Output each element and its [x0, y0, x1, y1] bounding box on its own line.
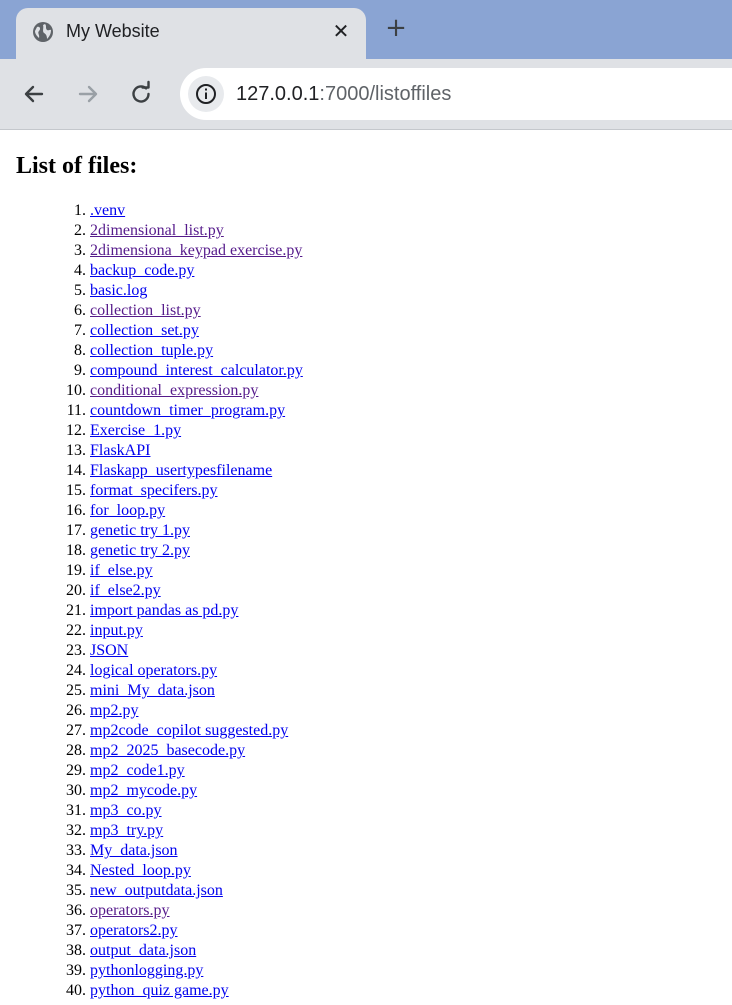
- file-link[interactable]: collection_set.py: [90, 322, 199, 339]
- url-path: :7000/listoffiles: [319, 83, 452, 105]
- list-item: [90, 721, 303, 741]
- file-list: [0, 201, 303, 1001]
- file-link[interactable]: operators.py: [90, 902, 170, 919]
- list-item: [90, 681, 303, 701]
- back-icon[interactable]: [20, 80, 48, 108]
- file-link[interactable]: collection_list.py: [90, 302, 201, 319]
- list-item: [90, 701, 303, 721]
- list-item: [90, 481, 303, 501]
- list-item: [90, 641, 303, 661]
- close-icon[interactable]: ✕: [332, 19, 350, 43]
- list-item: [90, 321, 303, 341]
- url-text[interactable]: [236, 82, 451, 106]
- list-item: [90, 521, 303, 541]
- file-link[interactable]: mp2_code1.py: [90, 762, 185, 779]
- file-link[interactable]: operators2.py: [90, 922, 178, 939]
- file-link[interactable]: genetic try 1.py: [90, 522, 190, 539]
- file-link[interactable]: 2dimensiona_keypad exercise.py: [90, 242, 303, 259]
- file-link[interactable]: mp2.py: [90, 702, 139, 719]
- file-link[interactable]: mp2_2025_basecode.py: [90, 742, 246, 759]
- list-item: [90, 841, 303, 861]
- list-item: [90, 561, 303, 581]
- list-item: [90, 821, 303, 841]
- forward-icon[interactable]: [74, 80, 102, 108]
- list-item: [90, 941, 303, 961]
- list-item: [90, 241, 303, 261]
- list-item: [90, 961, 303, 981]
- list-item: [90, 381, 303, 401]
- file-link[interactable]: if_else2.py: [90, 582, 161, 599]
- file-link[interactable]: JSON: [90, 642, 129, 659]
- list-item: [90, 441, 303, 461]
- list-item: [90, 981, 303, 1001]
- file-link[interactable]: backup_code.py: [90, 262, 195, 279]
- file-link[interactable]: mp3_co.py: [90, 802, 162, 819]
- file-link[interactable]: output_data.json: [90, 942, 197, 959]
- file-link[interactable]: logical operators.py: [90, 662, 218, 679]
- list-item: [90, 461, 303, 481]
- file-link[interactable]: FlaskAPI: [90, 442, 151, 459]
- file-link[interactable]: countdown_timer_program.py: [90, 402, 286, 419]
- list-item: [90, 201, 303, 221]
- tab-title: My Website: [66, 21, 160, 41]
- list-item: [90, 541, 303, 561]
- list-item: [90, 581, 303, 601]
- list-item: [90, 501, 303, 521]
- list-item: [90, 281, 303, 301]
- file-link[interactable]: 2dimensional_list.py: [90, 222, 224, 239]
- file-link[interactable]: format_specifers.py: [90, 482, 218, 499]
- file-link[interactable]: input.py: [90, 622, 143, 639]
- file-link[interactable]: new_outputdata.json: [90, 882, 223, 899]
- list-item: [90, 741, 303, 761]
- toolbar: [0, 59, 732, 130]
- file-link[interactable]: pythonlogging.py: [90, 962, 204, 979]
- tab-my-website[interactable]: [16, 8, 366, 59]
- list-item: [90, 601, 303, 621]
- file-link[interactable]: compound_interest_calculator.py: [90, 362, 303, 379]
- list-item: [90, 301, 303, 321]
- file-link[interactable]: genetic try 2.py: [90, 542, 190, 559]
- file-link[interactable]: mp2_mycode.py: [90, 782, 198, 799]
- file-link[interactable]: Flaskapp_usertypesfilename: [90, 462, 273, 479]
- list-item: [90, 801, 303, 821]
- list-item: [90, 881, 303, 901]
- reload-icon[interactable]: [127, 80, 155, 108]
- site-info-button[interactable]: [188, 76, 224, 112]
- browser-chrome: [0, 0, 732, 130]
- tab-strip: [0, 0, 732, 59]
- globe-icon: [32, 21, 54, 43]
- address-bar[interactable]: [180, 68, 732, 120]
- file-link[interactable]: Nested_loop.py: [90, 862, 191, 879]
- file-link[interactable]: .venv: [90, 202, 126, 219]
- list-item: [90, 661, 303, 681]
- file-link[interactable]: for_loop.py: [90, 502, 166, 519]
- file-link[interactable]: if_else.py: [90, 562, 153, 579]
- file-link[interactable]: python_quiz game.py: [90, 982, 229, 999]
- list-item: [90, 341, 303, 361]
- url-host: 127.0.0.1: [236, 83, 320, 105]
- plus-icon[interactable]: +: [385, 13, 407, 43]
- list-item: [90, 901, 303, 921]
- list-item: [90, 761, 303, 781]
- page-title: List of files:: [16, 153, 138, 179]
- page-content: [0, 130, 732, 1005]
- list-item: [90, 221, 303, 241]
- list-item: [90, 421, 303, 441]
- list-item: [90, 401, 303, 421]
- list-item: [90, 781, 303, 801]
- file-link[interactable]: Exercise_1.py: [90, 422, 182, 439]
- list-item: [90, 621, 303, 641]
- list-item: [90, 361, 303, 381]
- file-link[interactable]: mp3_try.py: [90, 822, 164, 839]
- file-link[interactable]: conditional_expression.py: [90, 382, 259, 399]
- file-link[interactable]: collection_tuple.py: [90, 342, 214, 359]
- file-link[interactable]: mp2code_copilot suggested.py: [90, 722, 289, 739]
- info-icon: [188, 76, 224, 112]
- file-link[interactable]: mini_My_data.json: [90, 682, 215, 699]
- list-item: [90, 261, 303, 281]
- file-link[interactable]: import pandas as pd.py: [90, 602, 239, 619]
- file-link[interactable]: basic.log: [90, 282, 148, 299]
- file-link[interactable]: My_data.json: [90, 842, 178, 859]
- list-item: [90, 921, 303, 941]
- list-item: [90, 861, 303, 881]
